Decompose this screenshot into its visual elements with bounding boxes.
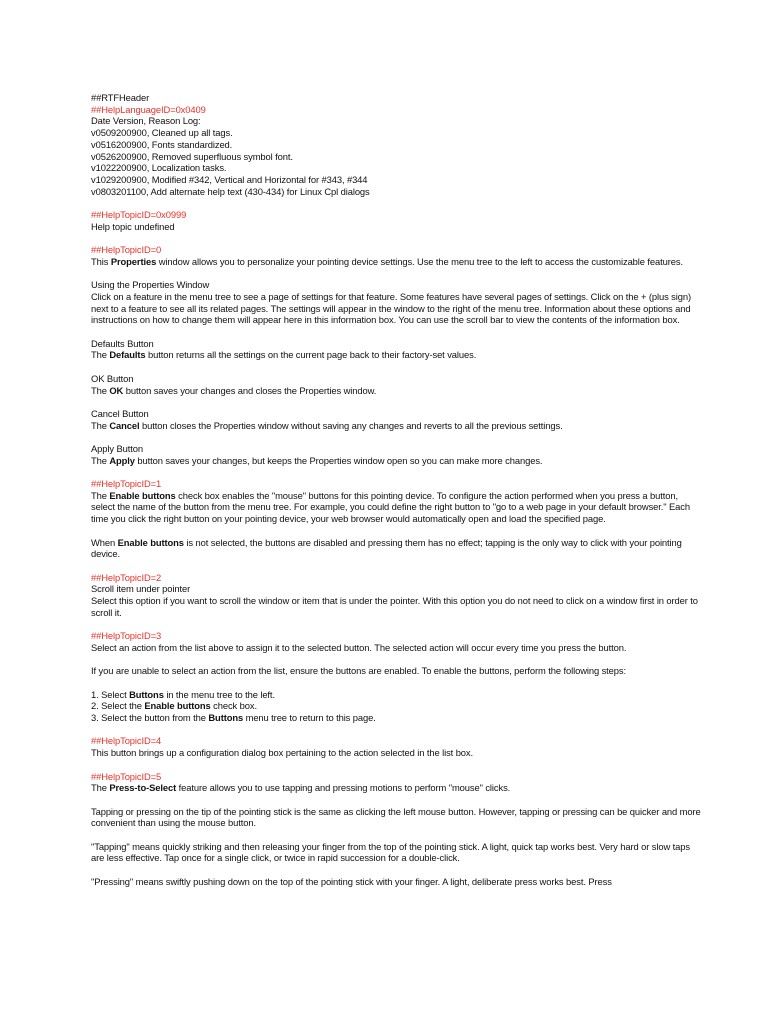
rtf-header: ##RTFHeader [91, 92, 150, 103]
step-item: 3. Select the button from the Buttons menu tree to return to this page. [91, 712, 376, 724]
topic-1-paragraph: When Enable buttons is not selected, the buttons are disabled and pressing them has no effect; tapping is the only way to click with your pointing device. [91, 536, 682, 560]
log-title: Date Version, Reason Log: [91, 115, 201, 127]
defaults-button-heading: Defaults Button [91, 337, 154, 349]
step-item: 1. Select Buttons in the menu tree to the left. [91, 688, 275, 700]
topic-id-5: ##HelpTopicID=5 [91, 770, 162, 782]
help-document [91, 92, 703, 888]
log-entry: v0516200900, Fonts standardized. [91, 138, 233, 150]
topic-id-0: ##HelpTopicID=0 [91, 244, 162, 256]
topic-id-3: ##HelpTopicID=3 [91, 630, 162, 642]
defaults-button-text: The Defaults button returns all the settings on the current page back to their factory-set values. [91, 349, 477, 361]
topic-1-paragraph: The Enable buttons check box enables the "mouse" buttons for this pointing device. To configure the action performed when you press a button, select the name of the button from the menu tree. For example, you could define the right button to "go to a web page in your default browser." Each time you click the right button on your pointing device, your web browser would automatically open and load the specified page. [91, 489, 690, 525]
topic-id-1: ##HelpTopicID=1 [91, 478, 162, 490]
topic-5-paragraph: The Press-to-Select feature allows you to use tapping and pressing motions to perform "mouse" clicks. [91, 782, 511, 794]
cancel-button-text: The Cancel button closes the Properties window without saving any changes and reverts to all the previous settings. [91, 419, 563, 431]
using-properties-text: Click on a feature in the menu tree to see a page of settings for that feature. Some features have several pages of settings. Click on the + (plus sign) next to a feature to see all its related pages. The settings will appear in the window to the right of the menu tree. Information about these options and instructions on how to change them will appear here in this information box. You can use the scroll bar to view the contents of the information box. [91, 290, 691, 326]
log-entry: v1029200900, Modified #342, Vertical and Horizontal for #343, #344 [91, 173, 368, 185]
log-entry: v0509200900, Cleaned up all tags. [91, 127, 233, 139]
topic-id-2: ##HelpTopicID=2 [91, 571, 162, 583]
cancel-button-heading: Cancel Button [91, 407, 149, 419]
topic-3-paragraph: If you are unable to select an action from the list, ensure the buttons are enabled. To enable the buttons, perform the following steps: [91, 665, 627, 677]
ok-button-heading: OK Button [91, 372, 134, 384]
topic-5-paragraph: "Pressing" means swiftly pushing down on the top of the pointing stick with your finger. A light, deliberate press works best. Press [91, 875, 612, 887]
log-entry: v1022200900, Localization tasks. [91, 162, 227, 174]
topic-0-intro: This Properties window allows you to personalize your pointing device settings. Use the menu tree to the left to access the customizable features. [91, 255, 683, 267]
topic-id-0x0999: ##HelpTopicID=0x0999 [91, 209, 187, 221]
ok-button-text: The OK button saves your changes and closes the Properties window. [91, 384, 377, 396]
apply-button-heading: Apply Button [91, 442, 143, 454]
topic-id-4: ##HelpTopicID=4 [91, 735, 162, 747]
help-language-id: ##HelpLanguageID=0x0409 [91, 103, 206, 115]
topic-0x0999-text: Help topic undefined [91, 220, 175, 232]
log-entry: v0526200900, Removed superfluous symbol font. [91, 150, 293, 162]
apply-button-text: The Apply button saves your changes, but keeps the Properties window open so you can make more changes. [91, 454, 543, 466]
log-entry: v0803201100, Add alternate help text (430-434) for Linux Cpl dialogs [91, 185, 370, 197]
using-properties-heading: Using the Properties Window [91, 279, 210, 291]
step-item: 2. Select the Enable buttons check box. [91, 700, 257, 712]
topic-5-paragraph: "Tapping" means quickly striking and then releasing your finger from the top of the pointing stick. A light, quick tap works best. Very hard or slow taps are less effective. Tap once for a single click, or twice in rapid succession for a double-click. [91, 840, 690, 864]
topic-3-paragraph: Select an action from the list above to assign it to the selected button. The selected action will occur every time you press the button. [91, 641, 627, 653]
topic-2-text: Select this option if you want to scroll the window or item that is under the pointer. With this option you do not need to click on a window first in order to scroll it. [91, 595, 698, 618]
scroll-item-heading: Scroll item under pointer [91, 583, 191, 595]
topic-5-paragraph: Tapping or pressing on the tip of the pointing stick is the same as clicking the left mouse button. However, tapping or pressing can be quicker and more convenient than using the mouse button. [91, 805, 701, 829]
topic-4-text: This button brings up a configuration dialog box pertaining to the action selected in the list box. [91, 747, 474, 759]
